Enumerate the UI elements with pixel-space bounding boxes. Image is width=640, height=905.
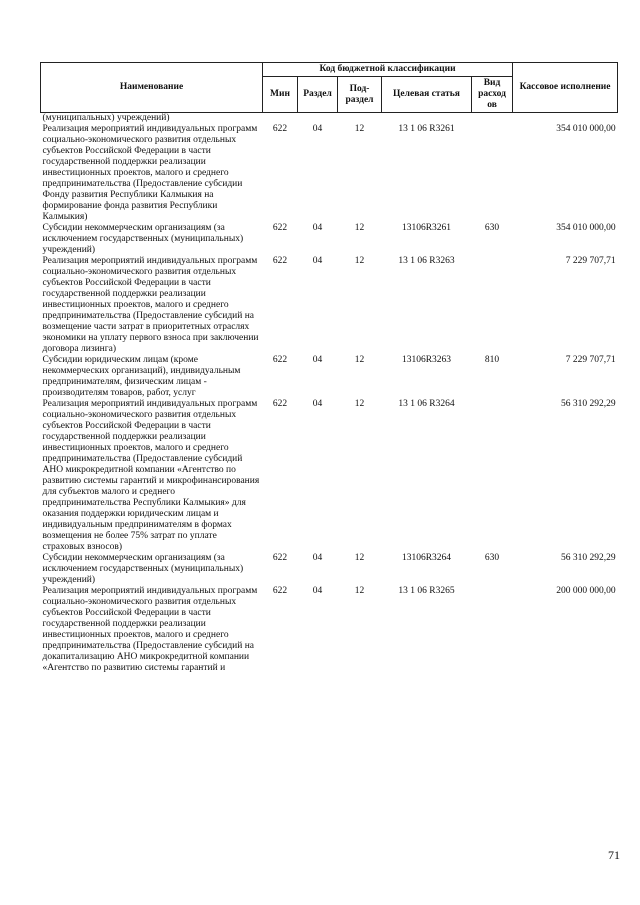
row-min: 622 bbox=[272, 586, 288, 596]
table-body bbox=[41, 113, 618, 675]
row-min: 622 bbox=[272, 355, 288, 365]
row-razdel: 04 bbox=[312, 586, 323, 596]
row-razdel: 04 bbox=[312, 553, 323, 563]
row-celevaya: 13106R3264 bbox=[401, 553, 452, 563]
row-name: Субсидии некоммерческим организациям (за исключением государственных (муниципальных) учреждений) bbox=[42, 223, 244, 255]
row-vid bbox=[472, 586, 513, 674]
row-vid: 630 bbox=[484, 553, 500, 563]
row-celevaya: 13 1 06 R3265 bbox=[398, 586, 455, 596]
row-vid: 810 bbox=[484, 355, 500, 365]
budget-table bbox=[40, 62, 618, 674]
row-min: 622 bbox=[272, 223, 288, 233]
table-row bbox=[41, 399, 618, 553]
row-celevaya bbox=[382, 113, 472, 125]
row-sum: 7 229 707,71 bbox=[565, 256, 616, 266]
row-sum: 7 229 707,71 bbox=[565, 355, 616, 365]
row-min: 622 bbox=[272, 399, 288, 409]
row-min: 622 bbox=[272, 124, 288, 134]
row-sum: 56 310 292,29 bbox=[560, 399, 616, 409]
header-celevaya: Целевая статья bbox=[382, 77, 472, 113]
row-name: Субсидии юридическим лицам (кроме некоммерческих организаций), индивидуальным предпринимателям, физическим лицам - производителям товаров, работ, услуг bbox=[42, 355, 241, 398]
table-row bbox=[41, 586, 618, 674]
table-row bbox=[41, 113, 618, 125]
table-header bbox=[41, 63, 618, 113]
row-sum bbox=[513, 113, 618, 125]
header-cash-execution: Кассовое исполнение bbox=[513, 63, 618, 113]
header-podrazdel: Под-раздел bbox=[338, 77, 382, 113]
row-name: (муниципальных) учреждений) bbox=[42, 113, 170, 123]
row-podrazdel: 12 bbox=[354, 223, 365, 233]
row-razdel bbox=[298, 113, 338, 125]
row-celevaya: 13 1 06 R3261 bbox=[398, 124, 455, 134]
row-name: Реализация мероприятий индивидуальных программ социально-экономического развития отдельных субъектов Российской Федерации в части государственной поддержки реализации инвестиционных проектов, малого и среднего предпринимательства (Предоставление субсидий на докапитализацию АНО микрокредитной компании «Агентство по развитию системы гарантий и bbox=[42, 586, 258, 673]
row-vid bbox=[472, 124, 513, 223]
row-min: 622 bbox=[272, 553, 288, 563]
page-number: 71 bbox=[608, 848, 620, 862]
row-sum: 56 310 292,29 bbox=[560, 553, 616, 563]
row-celevaya: 13 1 06 R3264 bbox=[398, 399, 455, 409]
table-row bbox=[41, 355, 618, 399]
row-razdel: 04 bbox=[312, 256, 323, 266]
row-razdel: 04 bbox=[312, 223, 323, 233]
row-vid bbox=[472, 256, 513, 355]
header-vid: Вид расход ов bbox=[472, 77, 513, 113]
row-celevaya: 13106R3263 bbox=[401, 355, 452, 365]
row-podrazdel: 12 bbox=[354, 124, 365, 134]
row-vid bbox=[472, 399, 513, 553]
table-row bbox=[41, 553, 618, 586]
header-min: Мин bbox=[263, 77, 298, 113]
row-celevaya: 13106R3261 bbox=[401, 223, 452, 233]
row-name: Реализация мероприятий индивидуальных программ социально-экономического развития отдельных субъектов Российской Федерации в части государственной поддержки реализации инвестиционных проектов, малого и среднего предпринимательства (Предоставление субсидий на возмещение части затрат в приоритетных отраслях экономики на уплату первого взноса при заключении договора лизинга) bbox=[42, 256, 259, 354]
row-vid bbox=[472, 113, 513, 125]
row-razdel: 04 bbox=[312, 124, 323, 134]
header-classification-group: Код бюджетной классификации bbox=[263, 63, 513, 77]
row-podrazdel: 12 bbox=[354, 355, 365, 365]
row-name: Реализация мероприятий индивидуальных программ социально-экономического развития отдельных субъектов Российской Федерации в части государственной поддержки реализации инвестиционных проектов, малого и среднего предпринимательства (Предоставление субсидий АНО микрокредитной компании «Агентство по развитию системы гарантий и микрофинансирования для субъектов малого и среднего предпринимательства Республики Калмыкия» для оказания поддержки юридическим лицам и индивидуальным предпринимателям в формах возмещения не более 75% затрат по уплате страховых взносов) bbox=[42, 399, 260, 552]
table-row bbox=[41, 124, 618, 223]
row-razdel: 04 bbox=[312, 399, 323, 409]
row-podrazdel: 12 bbox=[354, 586, 365, 596]
row-celevaya: 13 1 06 R3263 bbox=[398, 256, 455, 266]
row-sum: 200 000 000,00 bbox=[556, 586, 616, 596]
row-razdel: 04 bbox=[312, 355, 323, 365]
row-podrazdel: 12 bbox=[354, 399, 365, 409]
row-name: Реализация мероприятий индивидуальных программ социально-экономического развития отдельных субъектов Российской Федерации в части государственной поддержки реализации инвестиционных проектов, малого и среднего предпринимательства (Предоставление субсидии Фонду развития Республики Калмыкия на формирование фонда развития Республики Калмыкия) bbox=[42, 124, 258, 222]
table-row bbox=[41, 256, 618, 355]
row-min bbox=[263, 113, 298, 125]
row-podrazdel bbox=[338, 113, 382, 125]
row-vid: 630 bbox=[484, 223, 500, 233]
table-row bbox=[41, 223, 618, 256]
row-sum: 354 010 000,00 bbox=[556, 124, 616, 134]
row-podrazdel: 12 bbox=[354, 553, 365, 563]
header-name: Наименование bbox=[41, 63, 263, 113]
row-podrazdel: 12 bbox=[354, 256, 365, 266]
row-name: Субсидии некоммерческим организациям (за исключением государственных (муниципальных) учреждений) bbox=[42, 553, 244, 585]
header-razdel: Раздел bbox=[298, 77, 338, 113]
row-min: 622 bbox=[272, 256, 288, 266]
row-sum: 354 010 000,00 bbox=[556, 223, 616, 233]
